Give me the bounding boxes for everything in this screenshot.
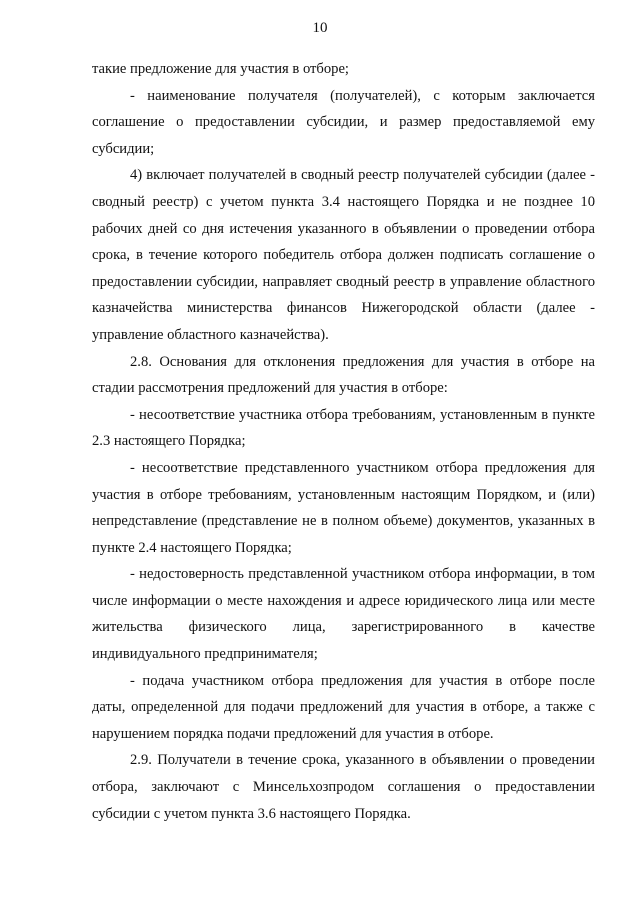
paragraph-section-2-9: 2.9. Получатели в течение срока, указанного в объявлении о проведении отбора, заключают с Минсельхозпродом соглашения о предоставлении субсидии с учетом пункта 3.6 настоящего Порядка. (92, 752, 595, 822)
paragraph-continuation: такие предложение для участия в отборе; (92, 61, 349, 77)
paragraph-item-4: 4) включает получателей в сводный реестр получателей субсидии (далее - сводный реестр) с учетом пункта 3.4 настоящего Порядка и не позднее 10 рабочих дней со дня истечения указанного в объявлении о проведении отбора срока, в течение которого победитель отбора должен подписать соглашение о предоставлении субсидии, направляет сводный реестр в управление областного казначейства министерства финансов Нижегородской области (далее - управление областного казначейства). (92, 167, 595, 343)
paragraph-reason-late-submission: - подача участником отбора предложения для участия в отборе после даты, определенной для подачи предложений для участия в отборе, а также с нарушением порядка подачи предложений для участия в отборе. (92, 672, 595, 742)
paragraph-reason-unreliable-info: - недостоверность представленной участником отбора информации, в том числе информации о месте нахождения и адресе юридического лица или месте жительства физического лица, зарегистрированного в качестве индивидуального предпринимателя; (92, 566, 595, 663)
page-number: 10 (312, 20, 328, 36)
document-body (92, 56, 595, 827)
paragraph-reason-nonconformity-proposal: - несоответствие представленного участником отбора предложения для участия в отборе требованиям, установленным настоящим Порядком, и (или) непредставление (представление не в полном объеме) документов, указанных в пункте 2.4 настоящего Порядка; (92, 459, 595, 556)
paragraph-section-2-8: 2.8. Основания для отклонения предложения для участия в отборе на стадии рассмотрения предложений для участия в отборе: (92, 353, 595, 397)
paragraph-recipient-name: - наименование получателя (получателей), с которым заключается соглашение о предоставлении субсидии, и размер предоставляемой ему субсидии; (92, 87, 595, 157)
paragraph-reason-nonconformity-participant: - несоответствие участника отбора требованиям, установленным в пункте 2.3 настоящего Порядка; (92, 406, 595, 450)
